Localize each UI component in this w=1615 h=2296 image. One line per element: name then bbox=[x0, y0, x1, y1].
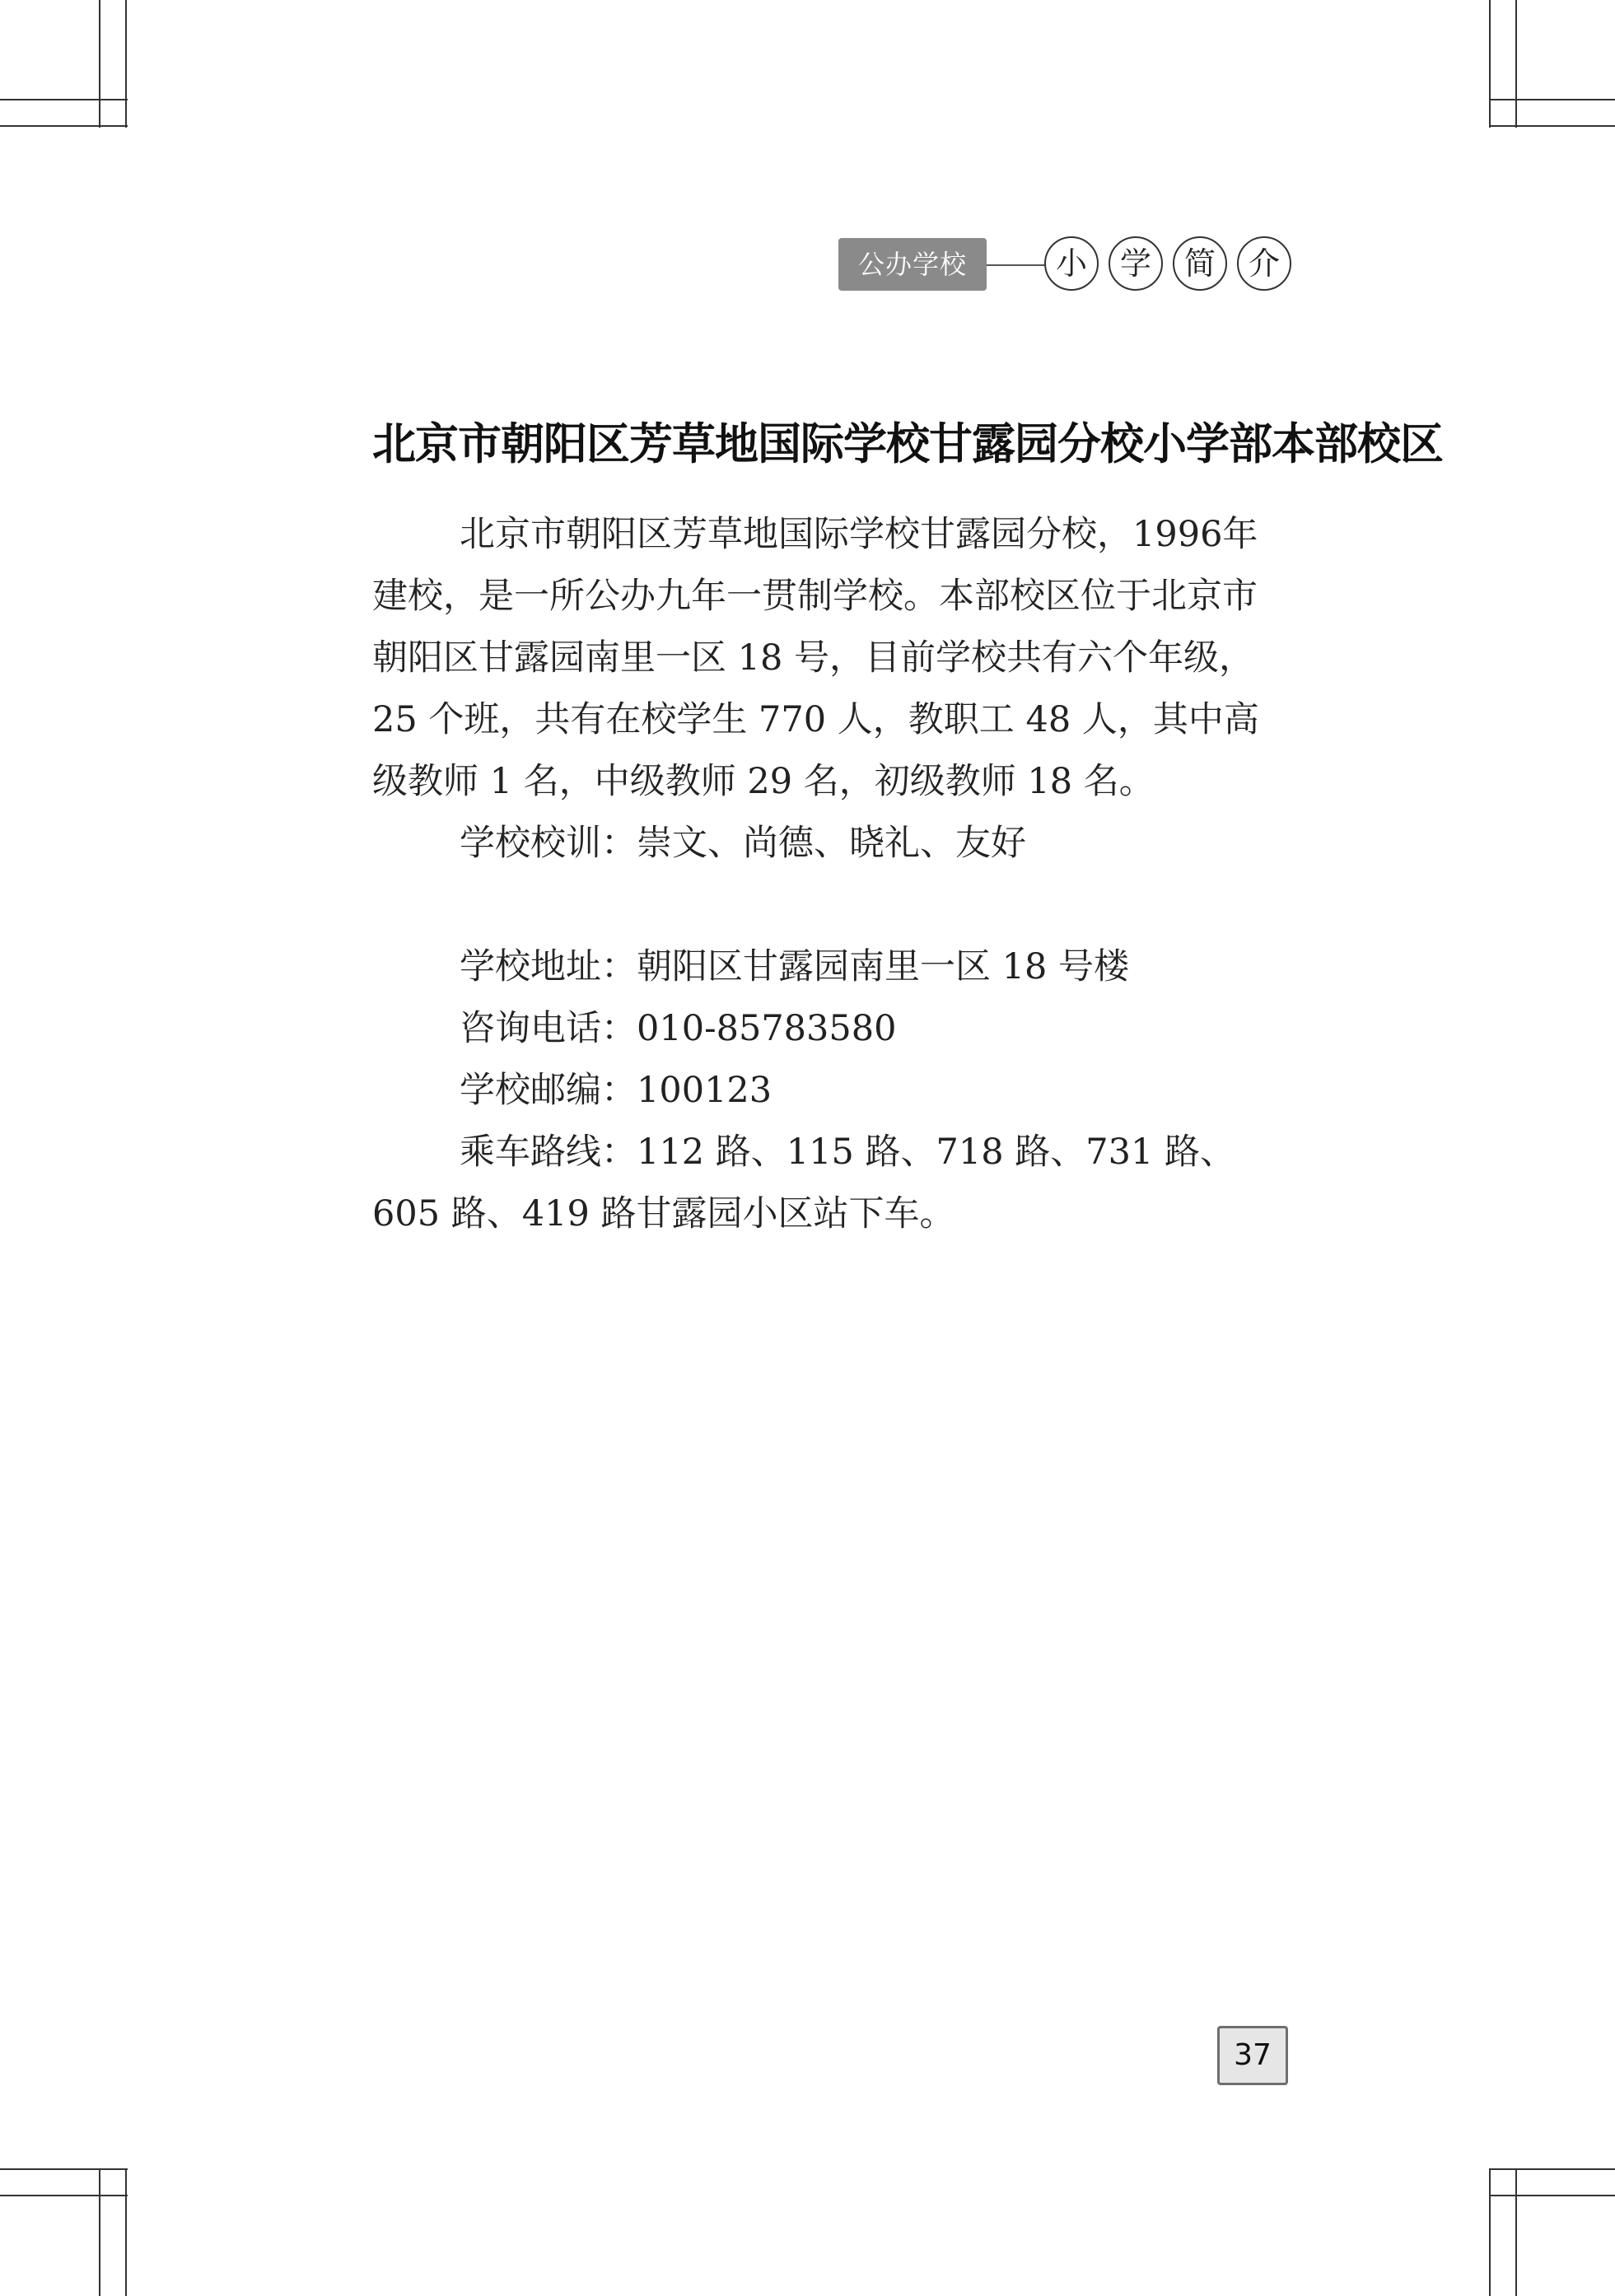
section-char-circle: 简 bbox=[1173, 236, 1227, 291]
crop-mark bbox=[1489, 2195, 1615, 2196]
crop-mark bbox=[125, 0, 127, 128]
intro-paragraph: 北京市朝阳区芳草地国际学校甘露园分校，1996年建校，是一所公办九年一贯制学校。本部校区位于北京市朝阳区甘露园南里一区 18 号，目前学校共有六个年级， 25 个班，共有在校学生 770 人，教职工 48 人，其中高级教师 1 名，中级教师 29 名，初级教师 18 名。 bbox=[372, 514, 1259, 802]
crop-mark bbox=[125, 2168, 127, 2296]
bus-routes: 乘车路线：112 路、115 路、718 路、731 路、605 路、419 路甘露园小区站下车。 bbox=[372, 1132, 1235, 1234]
running-header bbox=[838, 236, 1300, 292]
section-char-circle: 小 bbox=[1044, 236, 1099, 291]
school-motto: 学校校训：崇文、尚德、晓礼、友好 bbox=[460, 823, 1026, 864]
crop-mark bbox=[0, 99, 128, 100]
crop-mark bbox=[1489, 125, 1615, 127]
body-text bbox=[372, 504, 1291, 1245]
section-title-circles bbox=[1044, 236, 1291, 291]
crop-mark bbox=[99, 0, 100, 128]
crop-mark bbox=[1515, 0, 1517, 128]
crop-mark bbox=[0, 125, 128, 127]
school-phone: 咨询电话：010-85783580 bbox=[460, 1008, 897, 1049]
crop-mark bbox=[1489, 2168, 1615, 2170]
crop-mark bbox=[1489, 0, 1491, 128]
section-char-circle: 介 bbox=[1237, 236, 1291, 291]
page-title: 北京市朝阳区芳草地国际学校甘露园分校小学部本部校区 bbox=[372, 419, 1443, 469]
header-connector-line bbox=[987, 264, 1046, 266]
category-tag: 公办学校 bbox=[838, 238, 987, 291]
spacer bbox=[372, 875, 1291, 936]
crop-mark bbox=[0, 2168, 128, 2170]
crop-mark bbox=[1489, 99, 1615, 100]
school-postcode: 学校邮编：100123 bbox=[460, 1070, 772, 1111]
crop-mark bbox=[1489, 2168, 1491, 2296]
page-number: 37 bbox=[1217, 2026, 1288, 2085]
crop-mark bbox=[1515, 2168, 1517, 2296]
crop-mark bbox=[0, 2195, 128, 2196]
school-address: 学校地址：朝阳区甘露园南里一区 18 号楼 bbox=[460, 946, 1130, 987]
crop-mark bbox=[99, 2168, 100, 2296]
section-char-circle: 学 bbox=[1109, 236, 1163, 291]
